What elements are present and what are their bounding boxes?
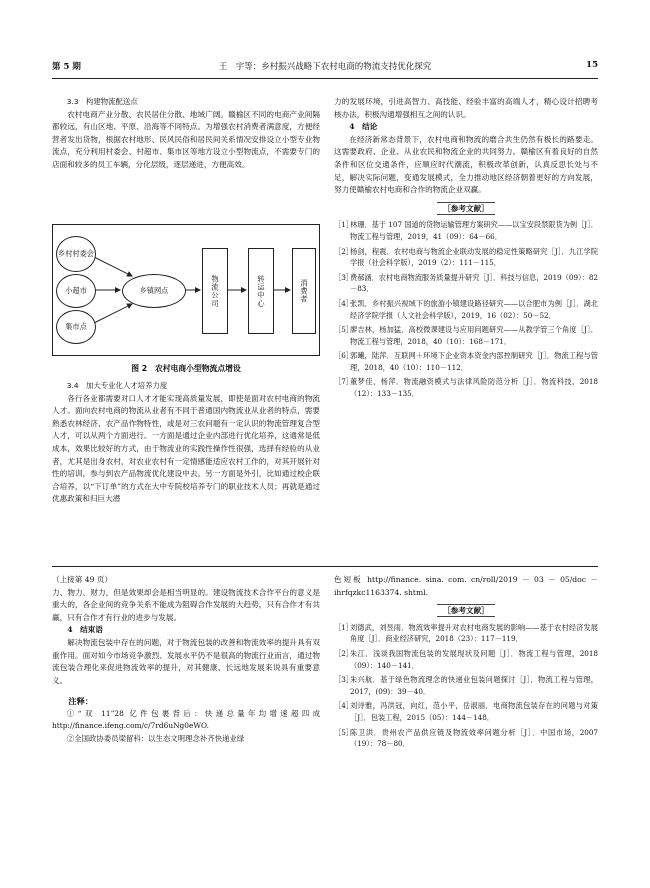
section-3-3-title: 3.3 构建物流配送点 — [66, 97, 138, 106]
lower-left-column — [52, 574, 320, 745]
reference-item: ［3］ 朱兴航．基于绿色物流理念的快递业包装问题探讨［J］．物流工程与管理，2017，(09)：39－40． — [334, 675, 598, 696]
notes-heading: 注释： — [68, 696, 93, 707]
references-heading: ［参考文献］ — [334, 605, 598, 618]
footnote-1: ①“双 11”28 亿件包裹背后：快递总量年均增速超四成 http://finance.ifeng.com/c/7rd6uNg0eWO. — [52, 708, 320, 731]
arrow-committee-hub — [92, 256, 132, 276]
reference-item: ［1］ 刘德武，刘昱雨．物流效率提升对农村电商发展的影响——基于农村经济发展角度［J］．商业经济研究，2018（23）：117－119． — [334, 622, 598, 644]
reference-item: ［4］ 张凯．乡村振兴视域下的旅游小镇建设路径研究——以合肥市为例［J］．湖北经济学院学报（人文社会科学版），2019，16（02）：50－52． — [334, 298, 598, 320]
closing-paragraph: 解决物流包装中存在的问题，对于物流包装的改善和物流效率的提升具有双重作用。面对如今市场竞争激烈、发展水平仍不是很高的物流行业而言，通过物流包装合理化来促进物流效率的提升，对其健康、长远地发展来说具有重要意义。 — [52, 637, 320, 685]
section-4-title: 4 结论 — [349, 122, 378, 132]
upper-left-column — [52, 96, 320, 172]
references-list — [334, 219, 598, 399]
references-list — [334, 622, 598, 750]
footnote-2-continued: 色短板 http://finance. sina. com. cn/roll/2019 － 03 － 05/doc － ihrfqzkc1163374. shtml. — [334, 575, 598, 597]
node-transit-center: 转运中心 — [248, 248, 274, 334]
running-header — [52, 60, 598, 74]
reference-item: ［2］ 朱江．浅谈我国物流包装的发展现状及问题［J］．物流工程与管理，2018（09）：140－141． — [334, 648, 598, 670]
footnote-2: ②全国政协委员梁留科：以生态文明理念补齐快递业绿 — [66, 733, 245, 743]
page-number: 15 — [586, 60, 598, 70]
issue-number: 第 5 期 — [52, 62, 81, 72]
reference-item: ［5］ 陈卫洪．贵州农产品供应链及物流效率问题分析［J］．中国市场，2007（19）：78－80． — [334, 727, 598, 749]
reference-item: ［5］ 廖吉林，杨加猛．高校微课建设与应用问题研究——从教学管三个角度［J］．物流工程与管理，2018，40（10）：168－171． — [334, 325, 598, 346]
node-village-committee: 乡村村委会 — [56, 236, 96, 272]
reference-item: ［1］ 林珊．基于 107 国道的货物运输管理方案研究——以宝安段禁限货为例［J］．物流工程与管理，2019，41（09）：64－66． — [334, 220, 598, 241]
reference-item: ［3］ 费郝涵．农村电商物流服务质量提升研究［J］．科技与信息，2019（09）：82－83． — [334, 272, 598, 294]
continued-paragraph: 力的发展环境，引进高智力、高技能、经验丰富的高端人才，精心设计招聘考核办法，积极沟通增强相互之间的认识。 — [334, 97, 598, 119]
reference-item: ［4］ 刘诗雅，冯洪冠，向红，范小平，岳淑丽．电商物流包装存在的问题与对策［J］．包装工程，2015（05）：144－148． — [334, 701, 598, 722]
upper-right-column — [334, 96, 598, 403]
continued-from-label: （上接第 49 页） — [52, 575, 113, 584]
upper-left-column-bottom — [52, 380, 320, 506]
node-small-supermarket: 小超市 — [56, 274, 96, 308]
header-rule — [52, 78, 598, 79]
continued-paragraph: 力、物力、财力，但是效果却会是相当明显的。建设物流技术合作平台的意义是重大的，各企业间的竞争关系不能成为阻碍合作发展的大趋势，只有合作才有共赢，只有合作才有行业的进步与发展。 — [52, 587, 320, 622]
section-3-4-title: 3.4 加大专业化人才培养力度 — [66, 381, 168, 390]
logistics-point-diagram — [52, 224, 320, 356]
node-town-hub: 乡镇网点 — [122, 274, 186, 308]
running-title: 王 宇等：乡村振兴战略下农村电商的物流支持优化探究 — [218, 62, 432, 72]
figure-caption: 图 2 农村电商小型物流点增设 — [131, 364, 241, 373]
conclusion-paragraph: 在经济新常态背景下，农村电商和物流的磨合共生仍然有极长的路要走。这需要政府、企业、从业农民和物流企业的共同努力。赣榆区有着良好的自然条件和区位交通条件，应顺应时代潮流，积极改革创新，认真反思长处与不足，解决实际问题，变通发展模式，全力推动地区经济朝着更好的方向发展，努力使赣榆农村电商和合作的物流企业双赢。 — [334, 134, 598, 195]
reference-item: ［6］ 郭曦，陆萍．互联网＋环境下企业资本资金内部控制研究［J］．物流工程与管理，2018，40（10）：110－112． — [334, 351, 598, 372]
reference-item: ［7］ 董梦佳，杨萍．物流融资模式与法律风险防范分析［J］．物流科技，2018（12）：133－135． — [334, 377, 598, 399]
section-3-4-paragraph: 各行各业都需要对口人才才能实现高质量发展，即使是面对农村电商的物流人才。面向农村电商的物流从业者有不同于普通国内物流业从业者的特点，需要熟悉农林经济、农产品作物特性，或是对三农问题有一定认识的物流管理复合型人才，可以从两个方面进行。一方面是通过企业内部进行优化培养，这通常是低成本，效果比较好的方式，由于物流业的实践性操作性很强，选择有经验的从业者，尤其是出身农村，对农业农村有一定情感能适应农村工作的，对其开展针对性的培训，参与到农产品物流优化建设中去。另一方面是外引，比如通过校企联合培养，以“下订单”的方式在大中专院校培养专门的职业技术人员；再就是通过优惠政策和归巨大潜 — [52, 393, 320, 504]
closing-section-title: 4 结束语 — [67, 625, 103, 635]
node-logistics-company: 物流公司 — [202, 248, 228, 334]
node-market-point: 集市点 — [56, 310, 96, 344]
references-heading: ［参考文献］ — [334, 203, 598, 216]
arrow-market-hub — [92, 304, 132, 324]
node-consumer: 消费者 — [292, 248, 316, 334]
article-separator — [52, 566, 598, 567]
reference-item: ［2］ 杨剑，程震．农村电商与物流企业联动发展的稳定性策略研究［J］．九江学院学报（社会科学版），2019（2）：111－115． — [334, 246, 598, 268]
section-3-3-paragraph: 农村电商产业分散、农民居住分散、地域广阔。赣榆区不同的电商产业间隔都较远，有山区地、平原、沿海等不同特点。为增强农村消费者满意度，方便经营者发出货物，根据农村地形、民风民俗和居民间关系情况安排设立小型专业物流点，充分利用村委会、村超市、集市区等地方设立小型物流点，不需要专门的店面和较多的员工车辆，分化层级，逐层递进，方便高效。 — [52, 109, 320, 169]
lower-right-column — [334, 574, 598, 753]
